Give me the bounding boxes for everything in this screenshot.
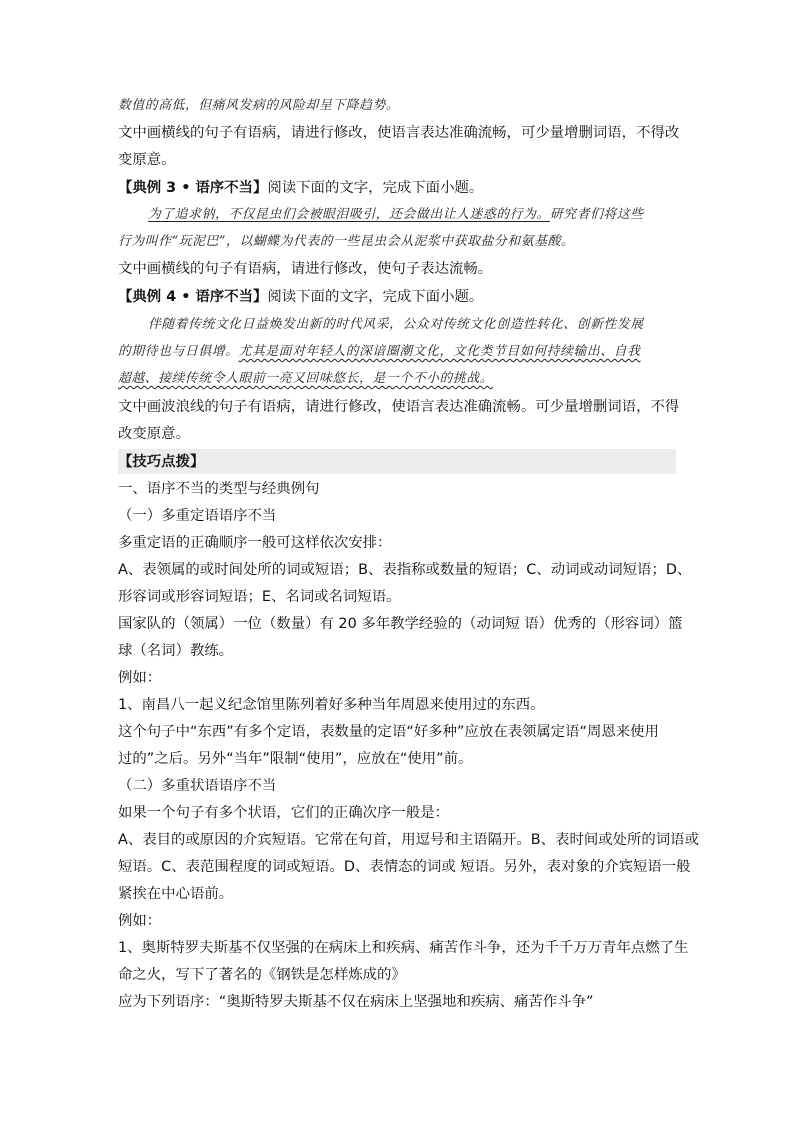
body-line: A、表目的或原因的介宾短语。它常在句首，用逗号和主语隔开。B、表时间或处所的词语或 xyxy=(118,832,699,848)
body-line: A、表领属的或时间处所的词或短语；B、表指称或数量的短语；C、动词或动词短语；D、 xyxy=(118,562,692,578)
example-4-prompt: 阅读下面的文字，完成下面小题。 xyxy=(267,289,484,305)
instruction-line: 变原意。 xyxy=(118,152,176,168)
passage-line xyxy=(118,368,678,390)
instruction-line: 文中画波浪线的句子有语病，请进行修改，使语言表达准确流畅。可少量增删词语，不得 xyxy=(118,399,680,415)
body-line: 形容词或形容词短语；E、名词或名词短语。 xyxy=(118,589,401,605)
underlined-sentence: 为了追求钠，不仅昆虫们会被眼泪吸引，还会做出让人迷惑的行为。 xyxy=(148,207,550,222)
body-line: 过的”之后。另外“当年”限制“使用”，应放在“使用”前。 xyxy=(118,751,473,767)
passage-line: 伴随着传统文化日益焕发出新的时代风采，公众对传统文化创造性转化、创新性发展 xyxy=(148,317,644,332)
example-3-label: 【典例 3 • 语序不当】 xyxy=(118,180,268,196)
example-sentence: 命之火，写下了著名的《钢铁是怎样炼成的》 xyxy=(118,967,406,983)
instruction-line: 改变原意。 xyxy=(118,426,190,442)
subsection-heading: （二）多重状语语序不当 xyxy=(118,778,277,794)
tips-header: 【技巧点拨】 xyxy=(118,454,205,470)
body-line: 球（名词）教练。 xyxy=(118,643,234,659)
passage-line xyxy=(118,341,678,363)
example-4-label: 【典例 4 • 语序不当】 xyxy=(118,289,268,305)
instruction-line: 文中画横线的句子有语病，请进行修改，使语言表达准确流畅，可少量增删词语，不得改 xyxy=(118,125,680,141)
subsection-heading: （一）多重定语语序不当 xyxy=(118,508,277,524)
body-line: 多重定语的正确顺序一般可这样依次安排： xyxy=(118,535,392,551)
example-3-heading xyxy=(118,177,678,199)
body-line: 如果一个句子有多个状语，它们的正确次序一般是： xyxy=(118,805,449,821)
body-line: 应为下列语序：“奥斯特罗夫斯基不仅在病床上坚强地和疾病、痛苦作斗争” xyxy=(118,994,594,1010)
example-sentence: 1、奥斯特罗夫斯基不仅坚强的在病床上和疾病、痛苦作斗争，还为千千万万青年点燃了生 xyxy=(118,940,689,956)
passage-text: 研究者们将这些 xyxy=(549,207,644,222)
passage-line xyxy=(148,204,708,226)
passage-line: 行为叫作“玩泥巴”，以蝴蝶为代表的一些昆虫会从泥浆中获取盐分和氨基酸。 xyxy=(118,234,575,249)
body-line: 短语。C、表范围程度的词或短语。D、表情态的词或 短语。另外，表对象的介宾短语一般 xyxy=(118,859,691,875)
wavy-sentence: 超越、接续传统令人眼前一亮又回味悠长，是一个不小的挑战。 xyxy=(118,371,494,386)
passage-line: 数值的高低，但痛风发病的风险却呈下降趋势。 xyxy=(118,98,400,113)
example-label: 例如： xyxy=(118,913,162,929)
wavy-sentence: 尤其是面对年轻人的深谙圈潮文化，文化类节目如何持续输出、自我 xyxy=(238,344,641,359)
body-line: 这个句子中“东西”有多个定语，表数量的定语“好多种”应放在表领属定语“周恩来使用 xyxy=(118,724,659,740)
example-3-prompt: 阅读下面的文字，完成下面小题。 xyxy=(267,180,484,196)
section-heading: 一、语序不当的类型与经典例句 xyxy=(118,481,320,497)
instruction-line: 文中画横线的句子有语病，请进行修改，使句子表达流畅。 xyxy=(118,261,493,277)
body-line: 紧挨在中心语前。 xyxy=(118,886,234,902)
example-4-heading xyxy=(118,286,678,308)
example-sentence: 1、南昌八一起义纪念馆里陈列着好多种当年周恩来使用过的东西。 xyxy=(118,697,545,713)
example-label: 例如： xyxy=(118,670,162,686)
passage-text: 的期待也与日俱增。 xyxy=(118,344,239,359)
body-line: 国家队的（领属）一位（数量）有 20 多年教学经验的（动词短 语）优秀的（形容词）篮 xyxy=(118,616,683,632)
